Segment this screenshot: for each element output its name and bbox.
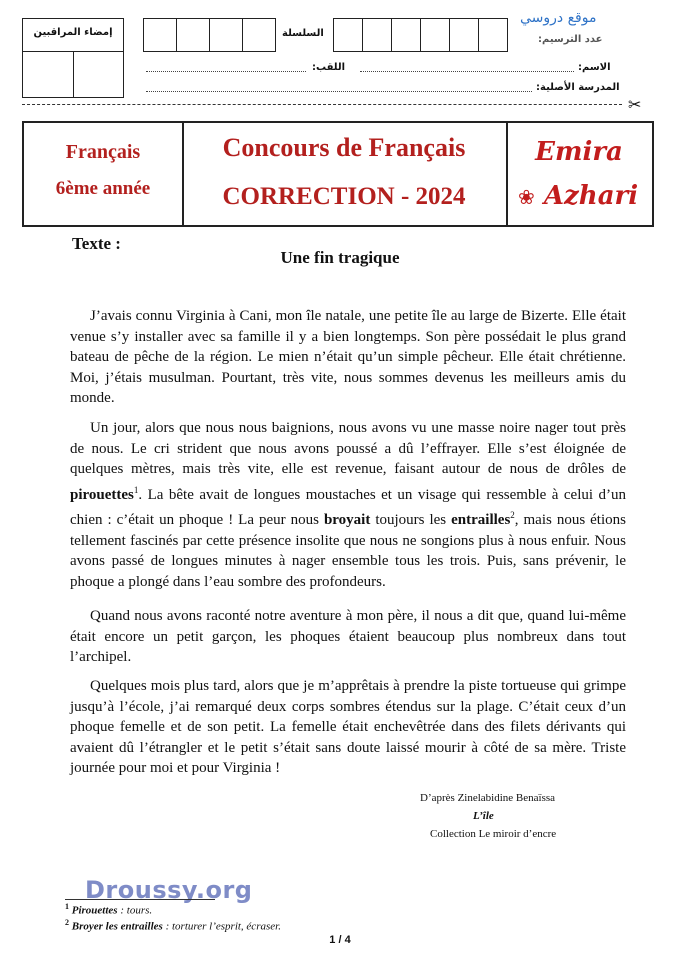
footnote-1-term: Pirouettes [71, 904, 118, 917]
term-broyait: broyait [323, 512, 371, 528]
series-digit-box[interactable] [176, 18, 210, 52]
name-field[interactable] [360, 71, 574, 72]
flower-icon: ❀ [518, 185, 535, 209]
paragraph-2-part: , mais nous étions tellement fascinés par cette présence insolite que nous ne songions plus à nous enfuir. Nous avons passé de longues minutes à nager ensemble tous les trois. Puis, sans prévenir, le phoque a plongé dans l’eau sombre des profondeurs. [70, 512, 626, 590]
paragraph-2-part: Un jour, alors que nous nous baignions, nous avons vu une masse noire nager tout près de nous. Le cri strident que nous avons poussé a dû l’effrayer. Elle s’est éloignée de quelques mètres, mais très vite, elle est revenue, faisant autour de nous de drôles de [70, 420, 626, 477]
registration-digit-box[interactable] [420, 18, 450, 52]
footnote-1-number: 1 [65, 902, 69, 911]
footnote-1-definition: : tours. [117, 904, 153, 917]
school-field[interactable] [146, 91, 532, 92]
footnote-separator [65, 899, 215, 900]
surname-label: اللقب: [312, 62, 346, 73]
registration-digit-box[interactable] [391, 18, 421, 52]
series-digit-box[interactable] [143, 18, 177, 52]
author-last-name: Azhari [543, 181, 639, 211]
series-digit-box[interactable] [209, 18, 243, 52]
registration-digit-box[interactable] [449, 18, 479, 52]
footnote-1 [65, 902, 152, 917]
footnote-2-definition: : torturer l’esprit, écraser. [162, 920, 281, 933]
school-label: المدرسة الأصلية: [536, 82, 620, 93]
title-block [22, 121, 654, 227]
site-label: موقع دروسي [520, 10, 597, 26]
registration-label: عدد الترسيم: [538, 34, 603, 45]
paragraph-3: Quand nous avons raconté notre aventure à mon père, il nous a dit que, quand lui-même était encore un petit garçon, les phoques étaient beaucoup plus nombreux dans tout l’archipel. [70, 608, 626, 665]
paragraph-4: Quelques mois plus tard, alors que je m’apprêtais à prendre la piste tortueuse qui grimpe jusqu’à l’école, j’ai remarqué deux corps sombres étendus sur la plage. C’était ceux d’un phoque femelle et de son petit. La femelle était enchevêtrée dans des filets dérivants qui avaient dû l’étrangler et le petit s’était sans doute laissé mourir à côté de sa mère. Triste journée pour moi et pour Virginia ! [70, 678, 626, 776]
paragraph-1: J’avais connu Virginia à Cani, mon île natale, une petite île au large de Bizerte. Elle était venue s’y installer avec sa famille il y a bien longtemps. Son père possédait le plus grand bateau de pêche de la région. Le mien n’était qu’un simple pêcheur. Elle était chrétienne. Moi, j’étais musulman. Pourtant, très vite, nous sommes devenus les meilleurs amis du monde. [70, 308, 626, 406]
text-label: Texte : [72, 234, 121, 253]
scissors-icon: ✂ [628, 95, 642, 114]
proctor-signature-box [22, 18, 124, 98]
page-number: 1 / 4 [329, 934, 351, 946]
subject-label: Français [65, 141, 141, 163]
proctor-label: إمضاء المراقبين [33, 27, 113, 38]
term-entrailles: entrailles [451, 512, 511, 528]
paragraph-2-part: . La bête avait de longues moustaches et un visage qui ressemble à celui d’un chien : c’était un phoque ! La peur nous [70, 486, 626, 528]
author-first-name: Emira [535, 137, 623, 167]
name-label: الاسم: [578, 62, 611, 73]
series-label: السلسلة [282, 28, 324, 39]
grade-text: 6ème année [55, 178, 151, 199]
registration-digit-box[interactable] [478, 18, 508, 52]
grade-label [24, 178, 182, 200]
footnote-2 [65, 918, 281, 933]
source-book: L’île [473, 810, 494, 822]
footnote-ref-1: 1 [133, 484, 139, 495]
exam-subtitle: CORRECTION - 2024 [222, 183, 466, 210]
source-author: D’après Zinelabidine Benaïssa [420, 792, 556, 804]
surname-field[interactable] [146, 71, 306, 72]
watermark: Droussy.org [85, 876, 253, 904]
paragraph-2 [70, 418, 626, 592]
footnote-2-term: Broyer les entrailles [71, 920, 163, 933]
paragraph-2-part: toujours les [370, 512, 452, 528]
exam-title: Concours de Français [222, 133, 466, 162]
registration-digit-box[interactable] [362, 18, 392, 52]
series-digit-box[interactable] [242, 18, 276, 52]
source-collection: Collection Le miroir d’encre [430, 828, 557, 840]
registration-digit-box[interactable] [333, 18, 363, 52]
cut-line [22, 104, 622, 105]
footnote-ref-2: 2 [510, 510, 515, 520]
text-title: Une fin tragique [280, 248, 400, 267]
footnote-2-number: 2 [65, 918, 69, 927]
term-pirouettes: pirouettes [70, 486, 134, 503]
